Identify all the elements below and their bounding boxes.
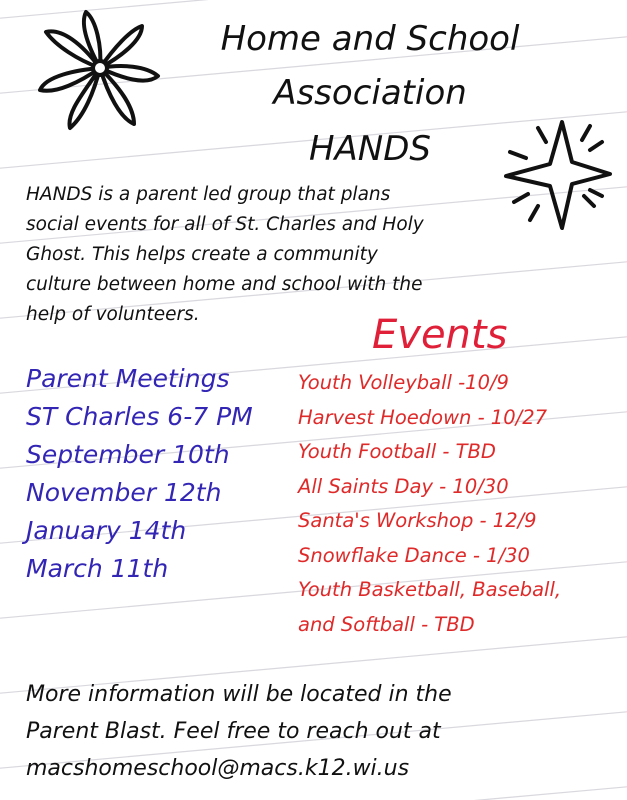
page-title-line-2: Association: [273, 73, 467, 113]
intro-line: HANDS is a parent led group that plans: [26, 184, 391, 205]
event-item: Santa's Workshop - 12/9: [298, 509, 537, 532]
event-item: and Softball - TBD: [298, 612, 475, 636]
flower-doodle-icon: [30, 6, 170, 146]
event-item: All Saints Day - 10/30: [298, 474, 509, 498]
event-item: Youth Volleyball -10/9: [298, 371, 509, 394]
page-title-line-3: HANDS: [308, 129, 432, 169]
intro-line: help of volunteers.: [26, 304, 200, 325]
footer-email: macshomeschool@macs.k12.wi.us: [26, 756, 410, 781]
meetings-time: ST Charles 6-7 PM: [26, 402, 253, 431]
intro-paragraph: [26, 180, 496, 330]
meeting-date: March 11th: [26, 554, 169, 583]
events-list: [298, 366, 561, 642]
event-item: Youth Basketball, Baseball,: [298, 578, 562, 601]
events-heading: Events: [372, 312, 508, 358]
meeting-date: November 12th: [26, 478, 222, 507]
event-item: Youth Football - TBD: [298, 440, 496, 463]
event-item: Harvest Hoedown - 10/27: [298, 405, 548, 429]
sparkle-star-icon: [490, 110, 620, 240]
intro-line: Ghost. This helps create a community: [26, 244, 378, 265]
meeting-date: September 10th: [26, 440, 230, 469]
intro-line: culture between home and school with the: [26, 274, 423, 295]
footer-contact-info: [26, 676, 616, 787]
page-title-line-1: Home and School: [220, 19, 520, 59]
intro-line: social events for all of St. Charles and Holy: [26, 214, 424, 235]
footer-line: Parent Blast. Feel free to reach out at: [26, 719, 441, 744]
event-item: Snowflake Dance - 1/30: [298, 543, 530, 567]
footer-line: More information will be located in the: [26, 682, 452, 707]
parent-meetings-list: [26, 360, 253, 588]
meetings-heading: Parent Meetings: [26, 364, 230, 393]
meeting-date: January 14th: [26, 516, 187, 545]
